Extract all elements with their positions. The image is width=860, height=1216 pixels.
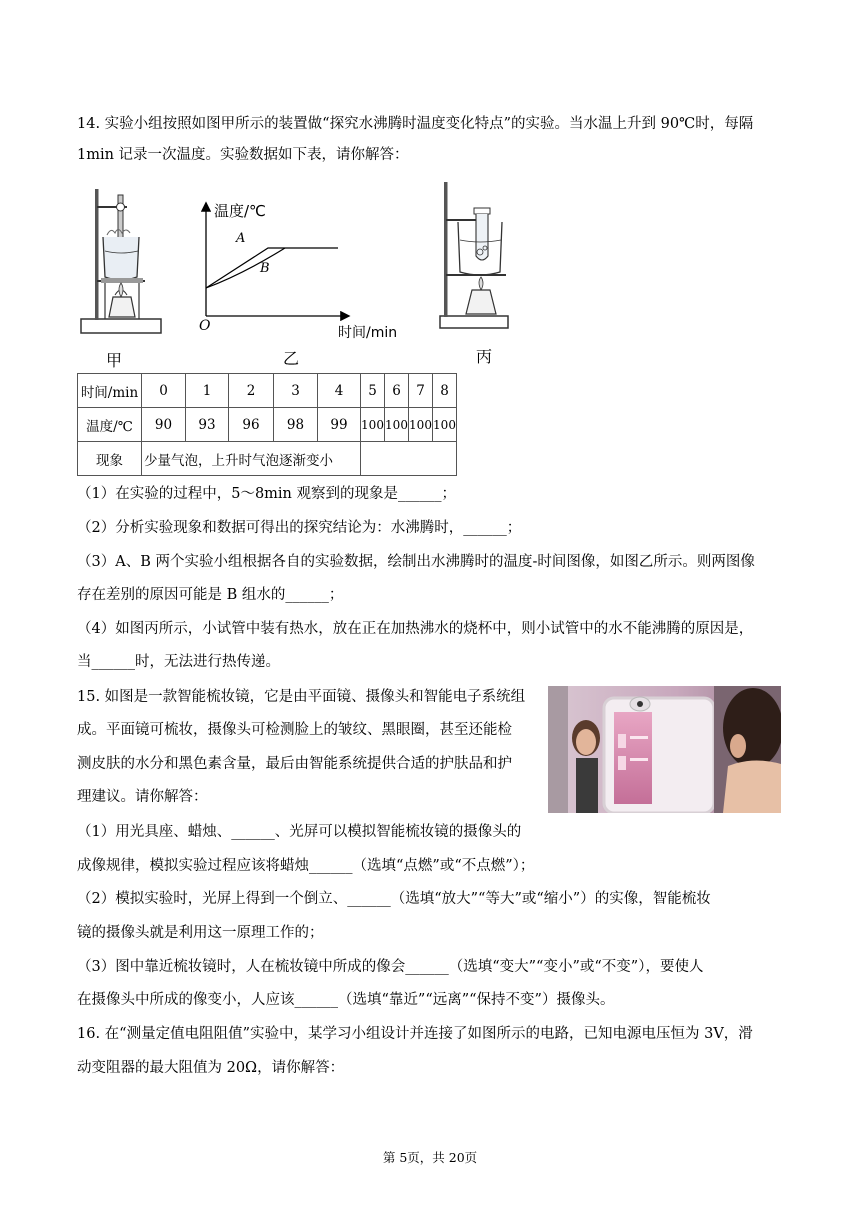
q16-text-line2: 动变阻器的最大阻值为 20Ω，请你解答： <box>77 1060 345 1076</box>
table-cell: 100 <box>433 408 457 442</box>
q15-text-line1: 15. 如图是一款智能梳妆镜，它是由平面镜、摄像头和智能电子系统组 <box>77 689 526 705</box>
q14-text-line2: 1min 记录一次温度。实验数据如下表，请你解答： <box>77 147 409 163</box>
graph-xlabel: 时间/min <box>338 325 398 341</box>
table-cell: 3 <box>274 374 318 408</box>
curve-a <box>206 248 338 288</box>
figure-jia-apparatus <box>77 185 169 340</box>
table-cell: 7 <box>409 374 433 408</box>
table-header-time: 时间/min <box>78 374 142 408</box>
graph-origin: O <box>199 318 211 334</box>
table-header-temp: 温度/℃ <box>78 408 142 442</box>
q15-sub1-line1: （1）用光具座、蜡烛、______、光屏可以模拟智能梳妆镜的摄像头的 <box>77 824 522 840</box>
table-row-time <box>78 374 457 408</box>
q15-sub3-line2: 在摄像头中所成的像变小，人应该______（选填“靠近”“远离”“保持不变”）摄像头。 <box>77 992 615 1008</box>
q14-sub4-line2: 当______时，无法进行热传递。 <box>77 654 280 670</box>
caption-bing: 丙 <box>476 347 493 366</box>
q15-sub2-line2: 镜的摄像头就是利用这一原理工作的； <box>77 925 324 941</box>
table-row-temp <box>78 408 457 442</box>
table-cell: 100 <box>385 408 409 442</box>
graph-ylabel: 温度/℃ <box>214 202 266 220</box>
page-footer: 第 5页，共 20页 <box>382 1150 478 1165</box>
table-cell: 5 <box>361 374 385 408</box>
q15-sub2-line1: （2）模拟实验时，光屏上得到一个倒立、______（选填“放大”“等大”或“缩小”）的实像，智能梳妆 <box>77 891 711 907</box>
table-row-phenomenon <box>78 442 457 476</box>
table-cell: 96 <box>229 408 274 442</box>
q16-text-line1: 16. 在“测量定值电阻阻值”实验中，某学习小组设计并连接了如图所示的电路，已知电源电压恒为 3V，滑 <box>77 1026 753 1042</box>
q14-sub2: （2）分析实验现象和数据可得出的探究结论为：水沸腾时，______； <box>77 520 522 536</box>
table-cell: 8 <box>433 374 457 408</box>
q14-sub3-line1: （3）A、B 两个实验小组根据各自的实验数据，绘制出水沸腾时的温度-时间图像，如图乙所示。则两图像 <box>77 554 755 570</box>
q14-sub4-line1: （4）如图丙所示，小试管中装有热水，放在正在加热沸水的烧杯中，则小试管中的水不能沸腾的原因是， <box>77 621 754 637</box>
table-cell: 90 <box>142 408 186 442</box>
table-cell: 6 <box>385 374 409 408</box>
table-cell: 4 <box>318 374 361 408</box>
graph-label-b: B <box>260 261 270 276</box>
q15-text-line3: 测皮肤的水分和黑色素含量，最后由智能系统提供合适的护肤品和护 <box>77 756 512 772</box>
curve-b <box>206 248 285 288</box>
table-cell: 1 <box>186 374 229 408</box>
table-cell-phenomenon-before: 少量气泡，上升时气泡逐渐变小 <box>142 442 361 476</box>
caption-jia: 甲 <box>106 351 123 370</box>
table-header-phenomenon: 现象 <box>78 442 142 476</box>
table-cell: 100 <box>409 408 433 442</box>
table-cell: 99 <box>318 408 361 442</box>
table-cell: 100 <box>361 408 385 442</box>
q15-text-line4: 理建议。请你解答： <box>77 789 208 805</box>
caption-yi: 乙 <box>283 349 300 368</box>
q15-sub1-line2: 成像规律，模拟实验过程应该将蜡烛______（选填“点燃”或“不点燃”）； <box>77 858 535 874</box>
figure-bing-apparatus <box>436 178 516 333</box>
table-cell: 2 <box>229 374 274 408</box>
table-cell-phenomenon-after <box>361 442 457 476</box>
q14-text-line1: 14. 实验小组按照如图甲所示的装置做“探究水沸腾时温度变化特点”的实验。当水温上升到 90℃时，每隔 <box>77 116 754 132</box>
q15-text-line2: 成。平面镜可梳妆，摄像头可检测脸上的皱纹、黑眼圈，甚至还能检 <box>77 722 512 738</box>
data-table <box>77 373 457 476</box>
table-cell: 98 <box>274 408 318 442</box>
q14-sub3-line2: 存在差别的原因可能是 B 组水的______； <box>77 587 344 603</box>
table-cell: 93 <box>186 408 229 442</box>
q15-sub3-line1: （3）图中靠近梳妆镜时，人在梳妆镜中所成的像会______（选填“变大”“变小”或“不变”），要使人 <box>77 959 704 975</box>
q14-sub1: （1）在实验的过程中，5～8min 观察到的现象是______； <box>77 486 457 502</box>
graph-label-a: A <box>236 231 246 246</box>
smart-mirror-photo <box>548 686 781 813</box>
table-cell: 0 <box>142 374 186 408</box>
